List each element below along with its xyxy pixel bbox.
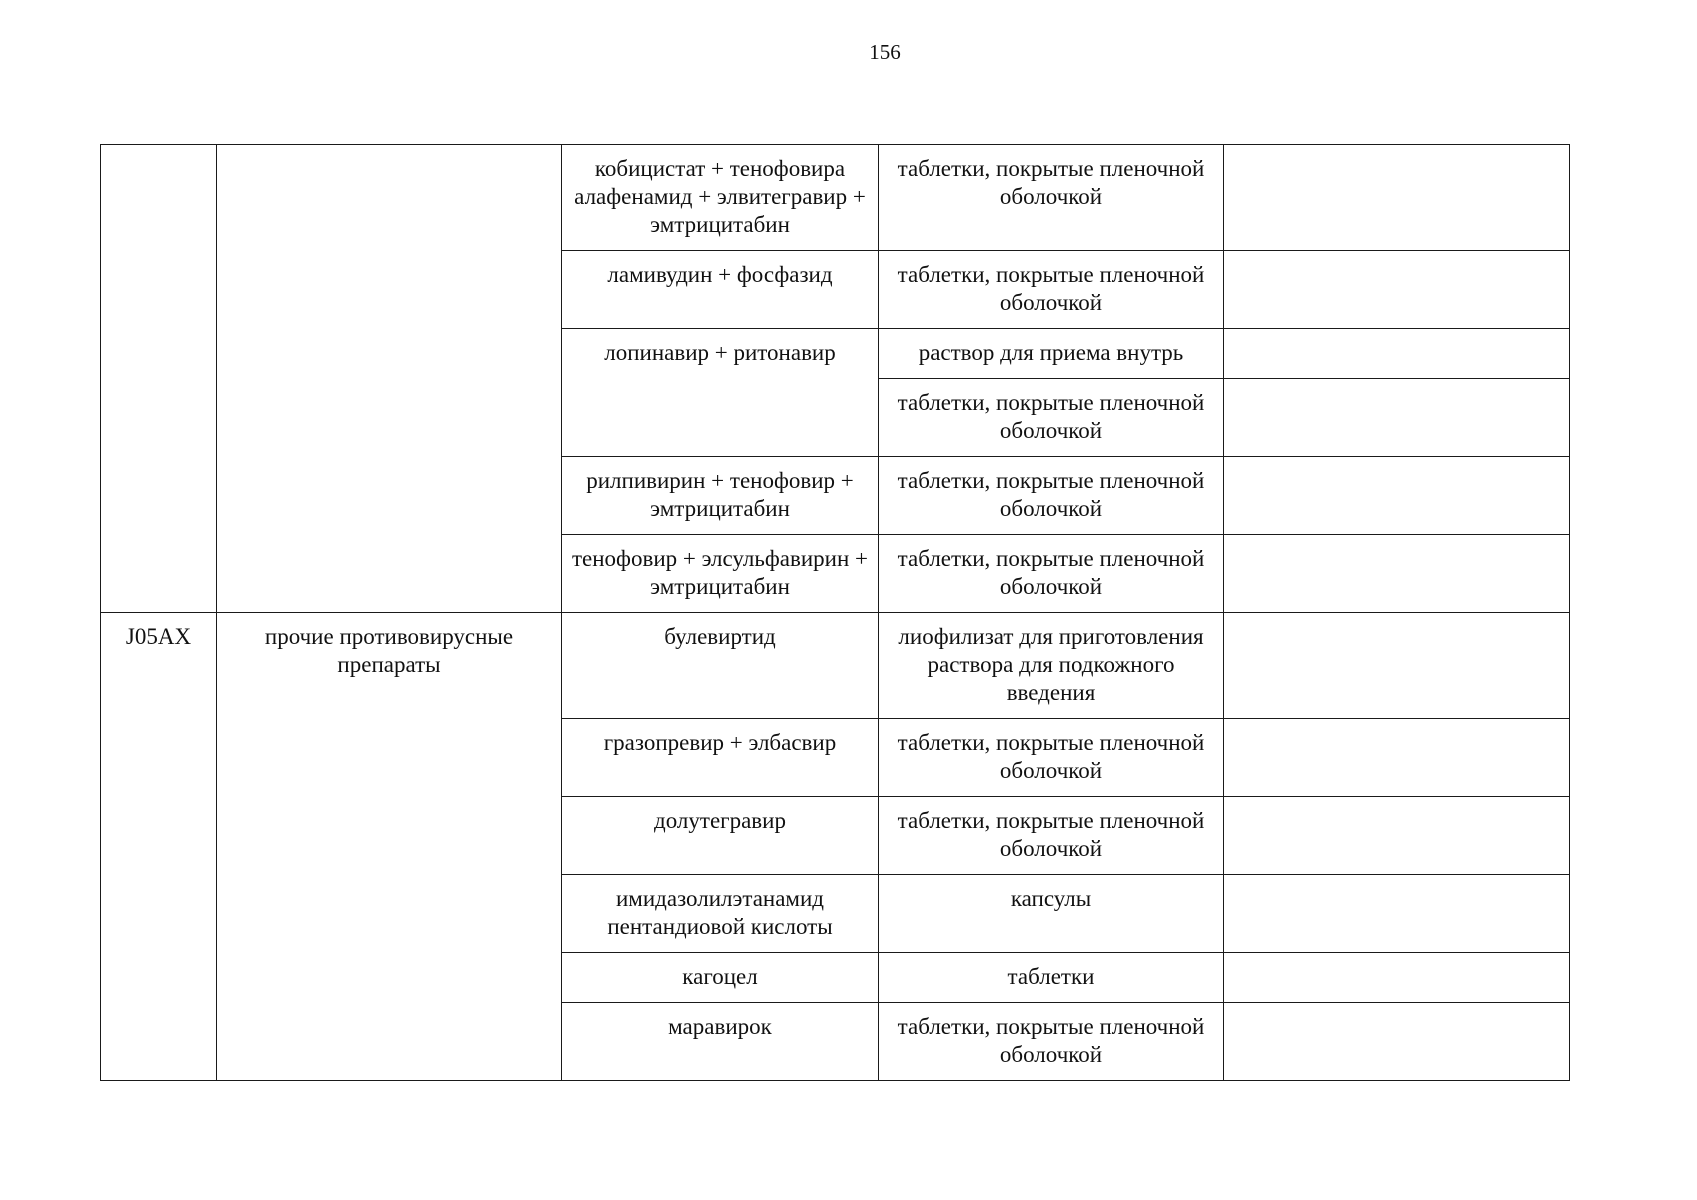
note-cell — [1224, 797, 1570, 875]
inn-cell: булевиртид — [562, 613, 879, 719]
dosage-form-cell: таблетки, покрытые пленочной оболочкой — [879, 251, 1224, 329]
dosage-form-cell: таблетки, покрытые пленочной оболочкой — [879, 797, 1224, 875]
dosage-form-cell: таблетки, покрытые пленочной оболочкой — [879, 535, 1224, 613]
page-number: 156 — [869, 40, 901, 64]
inn-cell: рилпивирин + тенофовир + эмтрицитабин — [562, 457, 879, 535]
atc-code-cell: J05AX — [101, 613, 217, 1081]
note-cell — [1224, 535, 1570, 613]
dosage-form-cell: капсулы — [879, 875, 1224, 953]
group-name-cell: прочие противовирусные препараты — [217, 613, 562, 1081]
inn-cell: кагоцел — [562, 953, 879, 1003]
inn-cell: маравирок — [562, 1003, 879, 1081]
dosage-form-cell: таблетки, покрытые пленочной оболочкой — [879, 719, 1224, 797]
dosage-form-cell: лиофилизат для приготовления раствора для подкожного введения — [879, 613, 1224, 719]
dosage-form-cell: таблетки, покрытые пленочной оболочкой — [879, 379, 1224, 457]
table-row — [101, 613, 1570, 719]
inn-cell: ламивудин + фосфазид — [562, 251, 879, 329]
inn-cell: лопинавир + ритонавир — [562, 329, 879, 457]
note-cell — [1224, 953, 1570, 1003]
dosage-form-cell: раствор для приема внутрь — [879, 329, 1224, 379]
note-cell — [1224, 145, 1570, 251]
note-cell — [1224, 875, 1570, 953]
note-cell — [1224, 613, 1570, 719]
table-row — [101, 145, 1570, 251]
dosage-form-cell: таблетки, покрытые пленочной оболочкой — [879, 1003, 1224, 1081]
note-cell — [1224, 719, 1570, 797]
inn-cell: кобицистат + тенофовира алафенамид + элвитегравир + эмтрицитабин — [562, 145, 879, 251]
inn-cell: тенофовир + элсульфавирин + эмтрицитабин — [562, 535, 879, 613]
group-name-cell — [217, 145, 562, 613]
atc-code-cell — [101, 145, 217, 613]
note-cell — [1224, 1003, 1570, 1081]
dosage-form-cell: таблетки, покрытые пленочной оболочкой — [879, 145, 1224, 251]
dosage-form-cell: таблетки, покрытые пленочной оболочкой — [879, 457, 1224, 535]
inn-cell: долутегравир — [562, 797, 879, 875]
drug-table — [100, 144, 1570, 1081]
dosage-form-cell: таблетки — [879, 953, 1224, 1003]
inn-cell: гразопревир + элбасвир — [562, 719, 879, 797]
note-cell — [1224, 329, 1570, 379]
note-cell — [1224, 379, 1570, 457]
note-cell — [1224, 251, 1570, 329]
inn-cell: имидазолилэтанамид пентандиовой кислоты — [562, 875, 879, 953]
note-cell — [1224, 457, 1570, 535]
